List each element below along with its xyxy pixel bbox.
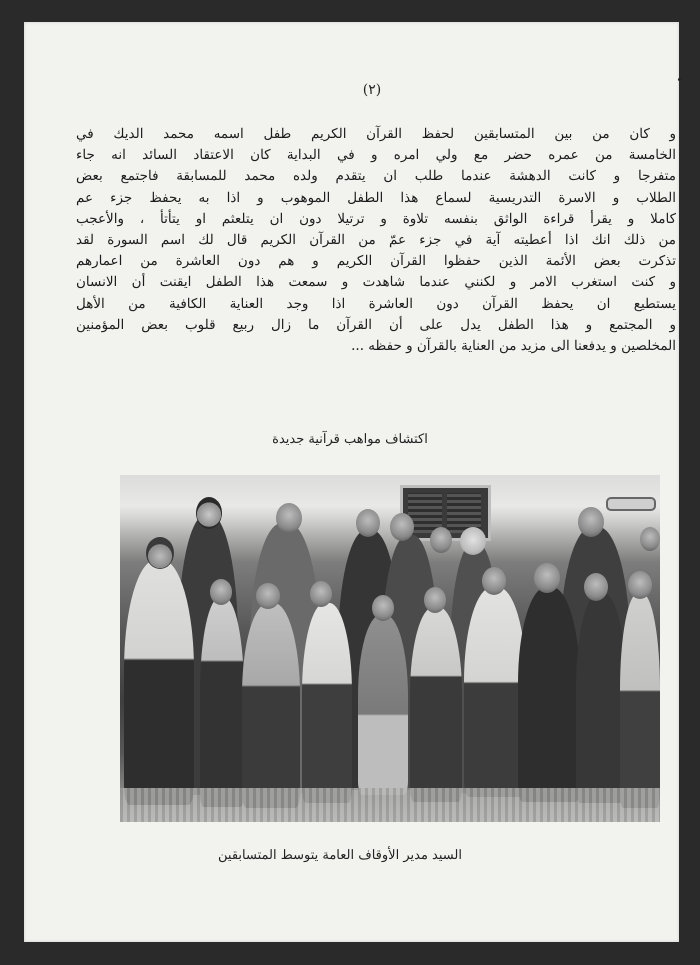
photo-head <box>146 537 174 569</box>
photo-head <box>256 583 280 609</box>
edge-mark <box>678 78 681 81</box>
paragraph-line: يستطيع ان يحفظ القرآن دون العاشرة اذا وجد العناية الكافية من الأهل <box>76 295 676 312</box>
photo-head <box>578 507 604 537</box>
photo-head <box>390 513 414 541</box>
photo-person <box>302 603 352 803</box>
paragraph-line: متفرجا و كانت الدهشة عندما طلب ان يتقدم ولده محمد للمسابقة فاجتمع بعض <box>76 168 676 185</box>
photo-head <box>210 579 232 605</box>
photo-head <box>310 581 332 607</box>
group-photo <box>120 475 660 822</box>
photo-head <box>372 595 394 621</box>
photo-head <box>356 509 380 537</box>
photo-person <box>464 587 526 797</box>
photo-head <box>430 527 452 553</box>
photo-wall-lamp <box>606 497 656 511</box>
photo-caption: السيد مدير الأوقاف العامة يتوسط المتسابقين <box>218 848 462 863</box>
photo-head <box>460 527 486 555</box>
paragraph-line: و المجتمع و هذا الطفل يدل على أن القرآن ما زال ربيع قلوب بعض المؤمنين <box>76 316 676 333</box>
paragraph-line: و كان من بين المتسابقين لحفظ القرآن الكريم طفل اسمه محمد الديك في <box>76 126 676 142</box>
page-number: (٢) <box>362 82 382 98</box>
paragraph-line: المخلصين و يدفعنا الى مزيد من العناية بالقرآن و حفظه ... <box>351 338 676 355</box>
photo-head <box>276 503 302 533</box>
photo-person <box>242 603 300 808</box>
photo-person <box>620 593 660 808</box>
photo-head <box>482 567 506 595</box>
photo-person <box>576 593 626 803</box>
photo-person <box>124 560 194 805</box>
photo-head <box>196 497 222 529</box>
photo-head <box>584 573 608 601</box>
paragraph-line: الطلاب و الاسرة التدريسية لسماع هذا الطفل الموهوب و اذا به يحفظ جزء عم <box>76 189 676 206</box>
paragraph-line: كاملا و يقرأ قراءة الواثق بنفسه تلاوة و ترتيلا دون ان يتلعثم او يتأتأ ، والأعجب <box>76 210 676 227</box>
photo-head <box>424 587 446 613</box>
photo-floor <box>120 788 660 822</box>
photo-head <box>640 527 660 551</box>
photo-person <box>410 607 462 802</box>
paragraph-line: تذكرت بعض الأئمة الذين حفظوا القرآن الكريم و هم دون العاشرة من اعمارهم <box>76 253 676 270</box>
photo-head <box>534 563 560 593</box>
photo-head <box>628 571 652 599</box>
paragraph-line: الخامسة من عمره حضر مع ولي امره و في البداية كان الاعتقاد السائد انه جاء <box>76 147 676 164</box>
photo-person <box>358 615 408 795</box>
photo-person <box>200 597 244 807</box>
body-paragraph <box>76 124 676 357</box>
paragraph-line: من ذلك انك اذا أعطيته آية في جزء عمّ من القرآن الكريم قال لك اسم السورة لقد <box>76 232 676 249</box>
paragraph-line: و كنت استغرب الامر و لكنني عندما شاهدت و سمعت هذا الطفل ايقنت أن الانسان <box>76 274 676 291</box>
photo-person <box>518 587 580 802</box>
section-title: اكتشاف مواهب قرآنية جديدة <box>272 432 428 447</box>
